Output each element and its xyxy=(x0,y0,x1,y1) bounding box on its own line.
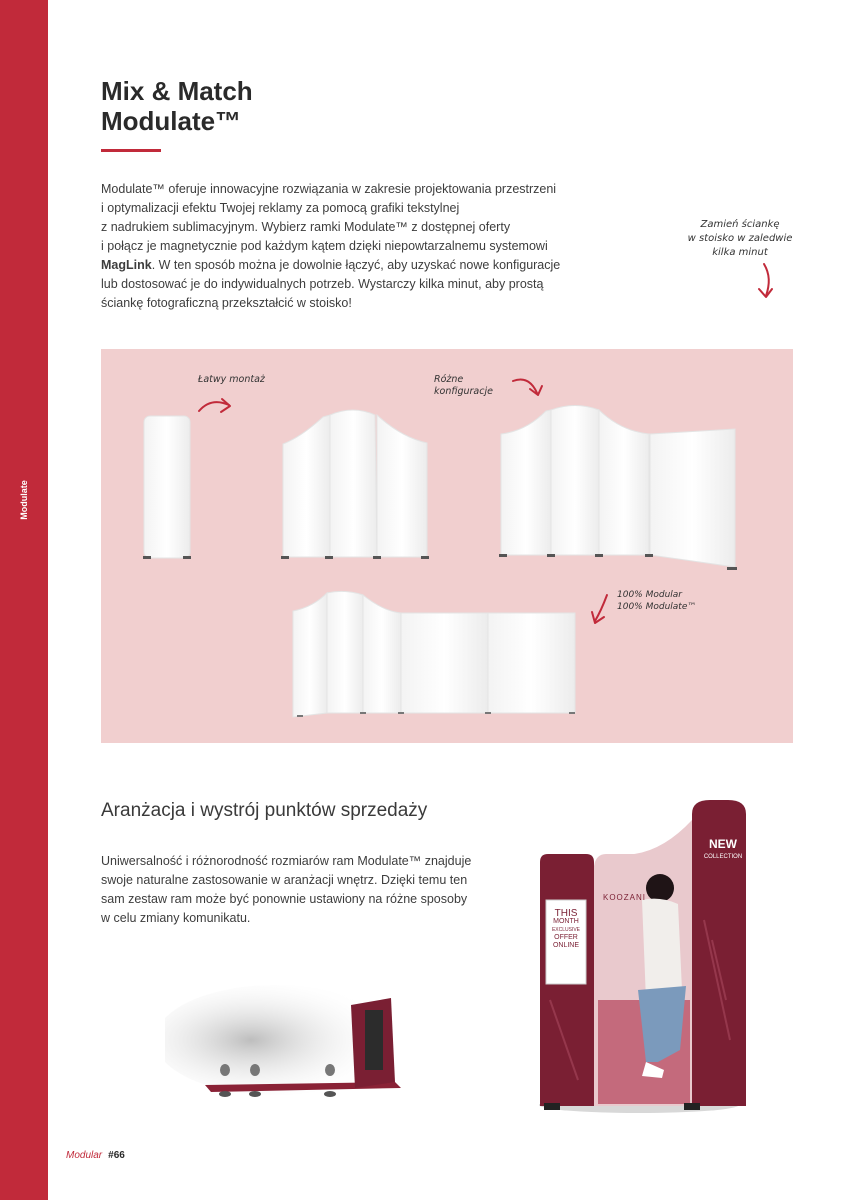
easy-assembly-note: Łatwy montaż xyxy=(198,374,265,385)
maglink-bold: MagLink xyxy=(101,258,152,272)
intro-line: ściankę fotograficzną przekształcić w stoisko! xyxy=(101,296,352,310)
page-footer xyxy=(66,1150,125,1161)
badge-collection: COLLECTION xyxy=(703,854,743,860)
sign-line: EXCLUSIVE xyxy=(551,927,581,933)
intro-line xyxy=(101,256,621,275)
section-line: sam zestaw ram może być ponownie ustawiony na różne sposoby xyxy=(101,892,468,906)
intro-line-rest: . W ten sposób można je dowolnie łączyć, aby uzyskać nowe konfiguracje xyxy=(151,258,561,272)
sidebar-label: Modulate xyxy=(19,480,29,520)
configs-note xyxy=(434,374,493,398)
swap-note-line: Zamień ściankę xyxy=(700,219,780,230)
sign-line: OFFER xyxy=(554,934,578,941)
footer-category: Modular xyxy=(66,1150,103,1161)
title-underline xyxy=(101,149,161,152)
sign-line: THIS xyxy=(554,908,578,919)
single-frame xyxy=(143,416,191,559)
intro-line: i połącz je magnetycznie pod każdym kątem dzięki niepowtarzalnemu systemowi xyxy=(101,239,548,253)
sign-line: MONTH xyxy=(553,918,579,925)
section-line: w celu zmiany komunikatu. xyxy=(101,911,251,925)
swap-note xyxy=(655,218,825,260)
down-arrow-icon xyxy=(750,262,780,302)
modular-note-line: 100% Modular xyxy=(617,590,682,600)
frames-illustration xyxy=(101,349,793,743)
configs-note-line: konfiguracje xyxy=(434,386,493,397)
page-number: #66 xyxy=(108,1150,125,1161)
sidebar-strip xyxy=(0,0,48,1200)
title-line-2: Modulate™ xyxy=(101,106,242,136)
title-line-1: Mix & Match xyxy=(101,76,253,106)
modular-note-line: 100% Modulate™ xyxy=(617,602,697,612)
configs-note-line: Różne xyxy=(434,374,464,385)
sign-line: ONLINE xyxy=(552,942,580,949)
section-line: Uniwersalność i różnorodność rozmiarów ram Modulate™ znajduje xyxy=(101,854,472,868)
three-frame-wall xyxy=(281,410,429,559)
long-wall-configuration xyxy=(293,591,575,717)
swap-note-line: w stoisko w zaledwie xyxy=(687,233,793,244)
intro-line: z nadrukiem sublimacyjnym. Wybierz ramki Modulate™ z dostępnej oferty xyxy=(101,220,511,234)
intro-line: i optymalizacji efektu Twojej reklamy za pomocą grafiki tekstylnej xyxy=(101,201,460,215)
booth-configuration xyxy=(499,406,737,571)
retail-display-illustration xyxy=(165,970,415,1110)
intro-paragraph xyxy=(101,180,621,313)
arrow-icon xyxy=(595,595,607,621)
new-badge xyxy=(696,838,750,864)
section-title: Aranżacja i wystrój punktów sprzedaży xyxy=(101,800,428,821)
section-line: swoje naturalne zastosowanie w aranżacji wnętrz. Dzięki temu ten xyxy=(101,873,468,887)
offer-sign-text xyxy=(547,910,585,950)
section-paragraph xyxy=(101,852,521,928)
swap-note-line: kilka minut xyxy=(712,247,768,258)
badge-new: NEW xyxy=(709,837,737,851)
brand-label: KOOZANI xyxy=(603,893,647,902)
page-title xyxy=(101,76,253,136)
intro-line: lub dostosować je do indywidualnych potrzeb. Wystarczy kilka minut, aby prostą xyxy=(101,277,544,291)
intro-line: Modulate™ oferuje innowacyjne rozwiązania w zakresie projektowania przestrzeni xyxy=(101,182,557,196)
modular-note xyxy=(617,589,696,613)
